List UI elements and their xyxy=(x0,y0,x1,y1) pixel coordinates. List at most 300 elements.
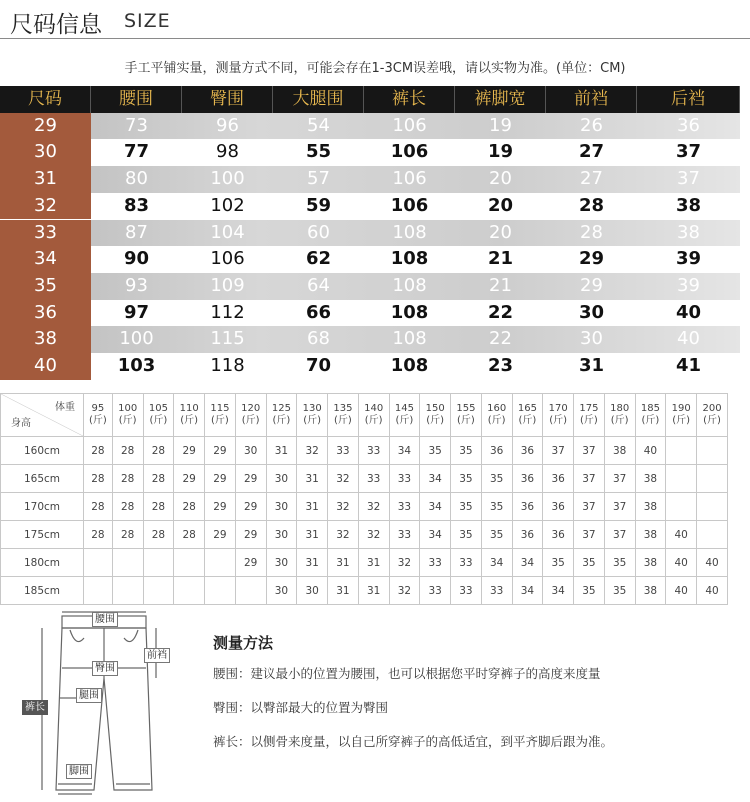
size-recommend-cell: 35 xyxy=(481,521,512,549)
size-table-row xyxy=(0,193,740,220)
size-recommend-cell: 32 xyxy=(297,437,328,465)
weight-unit: (斤) xyxy=(88,415,107,426)
size-value-cell: 100 xyxy=(210,168,245,190)
size-value-cell: 108 xyxy=(392,221,427,243)
size-recommend-cell: 31 xyxy=(297,521,328,549)
size-value-cell: 29 xyxy=(580,274,603,296)
size-recommend-cell: 33 xyxy=(451,577,482,605)
weight-header-cell xyxy=(205,394,236,437)
size-recommend-cell xyxy=(235,577,266,605)
size-value-cell: 41 xyxy=(675,355,702,376)
size-recommend-cell: 28 xyxy=(84,465,113,493)
size-label-cell: 32 xyxy=(0,193,91,220)
size-recommend-cell: 37 xyxy=(604,521,635,549)
size-recommend-cell: 28 xyxy=(84,437,113,465)
weight-value: 110 xyxy=(179,403,199,414)
size-value-cell: 73 xyxy=(125,114,148,136)
size-value-cell: 108 xyxy=(392,274,427,296)
size-value-cell: 31 xyxy=(578,355,605,376)
size-value-cell: 83 xyxy=(123,194,150,216)
size-recommend-cell: 40 xyxy=(666,521,697,549)
size-value-cell: 26 xyxy=(580,114,603,136)
size-value-cell: 38 xyxy=(675,194,702,216)
size-value-cell: 21 xyxy=(489,274,512,296)
weight-unit: (斤) xyxy=(580,415,598,426)
weight-unit: (斤) xyxy=(703,415,721,426)
size-recommend-cell: 32 xyxy=(328,521,359,549)
size-value-cell: 39 xyxy=(675,248,702,270)
size-recommend-cell: 35 xyxy=(481,493,512,521)
size-label-cell: 38 xyxy=(0,326,91,353)
size-recommend-cell: 34 xyxy=(512,549,543,577)
corner-weight-label: 体重 xyxy=(55,402,75,413)
size-recommend-cell: 34 xyxy=(512,577,543,605)
weight-value: 120 xyxy=(241,403,261,414)
size-recommend-cell: 33 xyxy=(420,577,451,605)
size-recommend-cell: 28 xyxy=(143,521,174,549)
size-value-cell: 28 xyxy=(578,194,605,216)
size-recommend-cell: 29 xyxy=(174,437,205,465)
size-recommend-cell: 33 xyxy=(389,493,420,521)
weight-unit: (斤) xyxy=(180,415,199,426)
size-value-cell: 19 xyxy=(487,141,514,163)
size-recommend-cell: 33 xyxy=(481,577,512,605)
size-value-cell: 22 xyxy=(487,301,514,323)
weight-value: 135 xyxy=(333,403,353,414)
size-recommend-cell xyxy=(697,493,728,521)
size-recommend-cell: 28 xyxy=(143,465,174,493)
size-value-cell: 20 xyxy=(487,194,514,216)
size-recommend-cell: 29 xyxy=(205,437,236,465)
size-value-cell: 37 xyxy=(677,168,700,190)
size-value-cell: 104 xyxy=(210,221,245,243)
size-recommend-cell xyxy=(143,549,174,577)
size-recommend-cell: 31 xyxy=(297,465,328,493)
size-recommend-cell: 35 xyxy=(451,465,482,493)
size-value-cell: 87 xyxy=(125,221,148,243)
size-recommend-cell: 32 xyxy=(389,549,420,577)
size-header-cell: 裤脚宽 xyxy=(455,86,546,113)
size-recommend-cell: 36 xyxy=(512,521,543,549)
diagram-label-length: 裤长 xyxy=(22,700,48,715)
size-recommend-cell: 36 xyxy=(512,465,543,493)
weight-unit: (斤) xyxy=(549,415,568,426)
weight-value: 175 xyxy=(579,403,599,414)
weight-header-cell xyxy=(666,394,697,437)
size-recommend-cell: 36 xyxy=(512,437,543,465)
size-value-cell: 66 xyxy=(305,301,332,323)
diagram-label-hem: 脚围 xyxy=(66,764,92,779)
size-recommend-cell: 35 xyxy=(543,549,574,577)
weight-header-cell xyxy=(481,394,512,437)
weight-header-cell xyxy=(512,394,543,437)
size-recommend-cell: 30 xyxy=(266,577,297,605)
weight-unit: (斤) xyxy=(457,415,475,426)
weight-header-cell xyxy=(84,394,113,437)
corner-height-label: 身高 xyxy=(11,418,31,429)
weight-table-row xyxy=(1,521,728,549)
size-recommend-cell: 35 xyxy=(604,549,635,577)
size-recommend-cell: 35 xyxy=(481,465,512,493)
size-table-row xyxy=(0,113,740,140)
size-value-cell: 57 xyxy=(307,168,330,190)
size-table-header xyxy=(0,86,740,113)
weight-unit: (斤) xyxy=(149,415,168,426)
weight-unit: (斤) xyxy=(118,415,137,426)
size-label-cell: 31 xyxy=(0,166,91,193)
weight-header-row xyxy=(1,394,728,437)
size-recommend-cell: 28 xyxy=(143,493,174,521)
size-value-cell: 27 xyxy=(578,141,605,163)
size-recommend-cell: 34 xyxy=(420,493,451,521)
weight-header-cell xyxy=(420,394,451,437)
size-value-cell: 37 xyxy=(675,141,702,163)
size-value-cell: 29 xyxy=(578,248,605,270)
size-recommend-cell: 30 xyxy=(266,493,297,521)
size-value-cell: 106 xyxy=(392,168,427,190)
size-recommend-cell: 31 xyxy=(358,577,389,605)
size-recommend-cell: 38 xyxy=(635,577,666,605)
size-recommend-cell xyxy=(697,437,728,465)
size-recommend-cell: 31 xyxy=(297,549,328,577)
size-table-row xyxy=(0,326,740,353)
size-recommend-cell xyxy=(174,549,205,577)
size-recommend-cell: 36 xyxy=(543,521,574,549)
size-recommend-cell xyxy=(697,465,728,493)
weight-header-cell xyxy=(451,394,482,437)
weight-header-cell xyxy=(389,394,420,437)
size-recommend-cell: 28 xyxy=(112,437,143,465)
size-table-row xyxy=(0,139,740,166)
size-value-cell: 112 xyxy=(210,301,245,323)
size-recommend-cell: 29 xyxy=(235,465,266,493)
size-recommend-cell: 29 xyxy=(235,493,266,521)
size-value-cell: 38 xyxy=(677,221,700,243)
size-value-cell: 59 xyxy=(305,194,332,216)
size-table-row xyxy=(0,246,740,273)
page-header xyxy=(0,0,750,40)
weight-header-cell xyxy=(174,394,205,437)
size-label-cell: 29 xyxy=(0,113,91,140)
weight-unit: (斤) xyxy=(334,415,352,426)
size-recommend-cell: 30 xyxy=(266,521,297,549)
weight-unit: (斤) xyxy=(426,415,445,426)
weight-value: 145 xyxy=(394,403,414,414)
weight-unit: (斤) xyxy=(518,415,537,426)
weight-height-table xyxy=(0,393,728,605)
size-recommend-cell: 31 xyxy=(266,437,297,465)
size-value-cell: 115 xyxy=(210,328,245,350)
size-value-cell: 28 xyxy=(580,221,603,243)
size-label-cell: 35 xyxy=(0,273,91,300)
method-title: 测量方法 xyxy=(213,634,274,652)
size-recommend-cell: 34 xyxy=(543,577,574,605)
size-recommend-cell: 32 xyxy=(389,577,420,605)
height-label-cell: 180cm xyxy=(1,549,84,577)
size-recommend-cell: 30 xyxy=(266,549,297,577)
size-recommend-cell: 38 xyxy=(604,437,635,465)
size-recommend-cell xyxy=(666,437,697,465)
size-recommend-cell: 38 xyxy=(635,493,666,521)
size-value-cell: 90 xyxy=(123,248,150,270)
size-recommend-cell: 33 xyxy=(389,521,420,549)
weight-table-row xyxy=(1,437,728,465)
size-recommend-cell: 36 xyxy=(512,493,543,521)
weight-table-row xyxy=(1,465,728,493)
size-value-cell: 96 xyxy=(216,114,239,136)
size-recommend-cell: 40 xyxy=(697,577,728,605)
weight-value: 180 xyxy=(610,403,630,414)
pants-measurement-diagram xyxy=(20,608,190,798)
weight-unit: (斤) xyxy=(610,415,629,426)
size-recommend-cell: 34 xyxy=(420,521,451,549)
height-label-cell: 170cm xyxy=(1,493,84,521)
size-value-cell: 54 xyxy=(307,114,330,136)
size-recommend-cell: 30 xyxy=(235,437,266,465)
size-value-cell: 27 xyxy=(580,168,603,190)
measurement-method xyxy=(213,632,743,749)
size-table-row xyxy=(0,353,740,380)
size-recommend-cell: 28 xyxy=(112,465,143,493)
diagram-label-hip: 臀围 xyxy=(92,661,118,676)
size-recommend-cell: 34 xyxy=(389,437,420,465)
size-recommend-cell: 30 xyxy=(297,577,328,605)
size-value-cell: 108 xyxy=(390,301,429,323)
size-recommend-cell: 28 xyxy=(112,493,143,521)
height-label-cell: 185cm xyxy=(1,577,84,605)
size-recommend-cell: 40 xyxy=(635,437,666,465)
weight-header-cell xyxy=(697,394,728,437)
weight-value: 155 xyxy=(456,403,476,414)
size-label-cell: 40 xyxy=(0,353,91,380)
size-value-cell: 40 xyxy=(675,301,702,323)
size-value-cell: 106 xyxy=(390,141,429,163)
size-value-cell: 36 xyxy=(677,114,700,136)
size-recommend-cell: 31 xyxy=(297,493,328,521)
size-header-cell: 腰围 xyxy=(91,86,182,113)
size-recommend-cell xyxy=(697,521,728,549)
size-value-cell: 20 xyxy=(489,221,512,243)
size-recommend-cell: 28 xyxy=(174,521,205,549)
size-header-cell: 尺码 xyxy=(0,86,91,113)
weight-table-corner xyxy=(1,394,84,437)
size-recommend-cell: 40 xyxy=(697,549,728,577)
size-label-cell: 34 xyxy=(0,246,91,273)
size-recommend-cell: 29 xyxy=(205,465,236,493)
size-label-cell: 33 xyxy=(0,220,91,247)
size-table-row xyxy=(0,166,740,193)
size-value-cell: 22 xyxy=(489,328,512,350)
size-recommend-cell xyxy=(666,493,697,521)
size-value-cell: 30 xyxy=(580,328,603,350)
weight-value: 140 xyxy=(364,403,384,414)
size-recommend-cell: 33 xyxy=(451,549,482,577)
size-recommend-cell: 28 xyxy=(112,521,143,549)
weight-table-row xyxy=(1,549,728,577)
size-header-cell: 前裆 xyxy=(546,86,637,113)
size-recommend-cell: 35 xyxy=(604,577,635,605)
size-value-cell: 102 xyxy=(210,194,245,216)
size-recommend-cell: 37 xyxy=(574,465,605,493)
weight-header-cell xyxy=(297,394,328,437)
weight-value: 95 xyxy=(91,403,105,414)
size-header-cell: 臀围 xyxy=(182,86,273,113)
size-recommend-cell: 29 xyxy=(205,493,236,521)
size-value-cell: 19 xyxy=(489,114,512,136)
weight-table-row xyxy=(1,493,728,521)
weight-value: 160 xyxy=(487,403,507,414)
diagram-label-waist: 腰围 xyxy=(92,612,118,627)
size-value-cell: 70 xyxy=(305,355,332,376)
size-recommend-cell: 40 xyxy=(666,549,697,577)
size-recommend-cell: 38 xyxy=(635,465,666,493)
size-table-row xyxy=(0,300,740,327)
page-title-en: SIZE xyxy=(124,10,171,32)
size-recommend-cell: 37 xyxy=(604,493,635,521)
size-value-cell: 62 xyxy=(305,248,332,270)
size-recommend-cell: 35 xyxy=(420,437,451,465)
header-divider xyxy=(0,38,750,39)
size-value-cell: 64 xyxy=(307,274,330,296)
size-value-cell: 108 xyxy=(392,328,427,350)
weight-unit: (斤) xyxy=(241,415,260,426)
size-recommend-cell: 34 xyxy=(481,549,512,577)
size-recommend-cell xyxy=(84,577,113,605)
size-recommend-cell: 35 xyxy=(451,437,482,465)
size-recommend-cell xyxy=(174,577,205,605)
method-line-waist: 腰围：建议最小的位置为腰围，也可以根据您平时穿裤子的高度来度量 xyxy=(213,666,601,681)
size-value-cell: 108 xyxy=(390,248,429,270)
weight-header-cell xyxy=(574,394,605,437)
size-recommend-cell: 35 xyxy=(574,549,605,577)
size-header-cell: 后裆 xyxy=(637,86,740,113)
size-recommend-cell: 31 xyxy=(328,549,359,577)
size-value-cell: 108 xyxy=(390,355,429,376)
size-value-cell: 39 xyxy=(677,274,700,296)
size-recommend-cell: 33 xyxy=(328,437,359,465)
size-value-cell: 118 xyxy=(210,355,245,376)
weight-unit: (斤) xyxy=(672,415,691,426)
size-recommend-cell xyxy=(205,577,236,605)
size-recommend-cell: 35 xyxy=(451,521,482,549)
weight-value: 105 xyxy=(148,403,168,414)
weight-header-cell xyxy=(328,394,359,437)
size-recommend-cell xyxy=(112,577,143,605)
size-value-cell: 100 xyxy=(119,328,154,350)
size-recommend-cell: 36 xyxy=(543,493,574,521)
weight-value: 100 xyxy=(118,403,138,414)
size-recommend-cell: 31 xyxy=(358,549,389,577)
size-recommend-cell: 30 xyxy=(266,465,297,493)
size-recommend-cell: 33 xyxy=(420,549,451,577)
method-line-length: 裤长：以侧骨来度量，以自己所穿裤子的高低适宜，到平齐脚后跟为准。 xyxy=(213,734,614,749)
size-recommend-cell xyxy=(112,549,143,577)
size-recommend-cell: 36 xyxy=(543,465,574,493)
size-table-row xyxy=(0,220,740,247)
weight-value: 190 xyxy=(671,403,691,414)
page-title: 尺码信息 xyxy=(10,12,102,38)
size-value-cell: 20 xyxy=(489,168,512,190)
size-recommend-cell: 35 xyxy=(574,577,605,605)
size-value-cell: 106 xyxy=(390,194,429,216)
size-recommend-cell: 37 xyxy=(604,465,635,493)
size-recommend-cell: 35 xyxy=(451,493,482,521)
weight-unit: (斤) xyxy=(272,415,291,426)
weight-header-cell xyxy=(543,394,574,437)
size-label-cell: 36 xyxy=(0,300,91,327)
size-recommend-cell xyxy=(84,549,113,577)
weight-value: 165 xyxy=(517,403,537,414)
size-recommend-cell: 29 xyxy=(174,465,205,493)
size-table-row xyxy=(0,273,740,300)
size-recommend-cell xyxy=(143,577,174,605)
size-value-cell: 77 xyxy=(123,141,150,163)
size-recommend-cell: 28 xyxy=(174,493,205,521)
size-recommend-cell: 33 xyxy=(358,437,389,465)
diagram-label-front-rise: 前裆 xyxy=(144,648,170,663)
weight-value: 200 xyxy=(702,403,722,414)
size-value-cell: 80 xyxy=(125,168,148,190)
size-value-cell: 97 xyxy=(123,301,150,323)
height-label-cell: 165cm xyxy=(1,465,84,493)
weight-unit: (斤) xyxy=(487,415,506,426)
size-label-cell: 30 xyxy=(0,139,91,166)
size-recommend-cell: 28 xyxy=(84,493,113,521)
size-recommend-cell: 37 xyxy=(574,437,605,465)
size-value-cell: 106 xyxy=(210,248,245,270)
weight-value: 150 xyxy=(425,403,445,414)
weight-table-row xyxy=(1,577,728,605)
size-value-cell: 55 xyxy=(305,141,332,163)
size-recommend-cell: 29 xyxy=(235,549,266,577)
size-recommend-cell: 32 xyxy=(358,521,389,549)
size-recommend-cell: 38 xyxy=(635,521,666,549)
size-value-cell: 103 xyxy=(117,355,156,376)
height-label-cell: 175cm xyxy=(1,521,84,549)
weight-header-cell xyxy=(635,394,666,437)
size-value-cell: 60 xyxy=(307,221,330,243)
size-recommend-cell: 32 xyxy=(358,493,389,521)
size-recommend-cell: 29 xyxy=(205,521,236,549)
size-recommend-cell: 37 xyxy=(543,437,574,465)
weight-header-cell xyxy=(266,394,297,437)
weight-value: 125 xyxy=(271,403,291,414)
weight-value: 130 xyxy=(302,403,322,414)
weight-unit: (斤) xyxy=(364,415,383,426)
weight-unit: (斤) xyxy=(211,415,229,426)
size-value-cell: 30 xyxy=(578,301,605,323)
weight-unit: (斤) xyxy=(303,415,322,426)
weight-unit: (斤) xyxy=(395,415,414,426)
size-recommend-cell: 32 xyxy=(328,493,359,521)
size-header-cell: 大腿围 xyxy=(273,86,364,113)
weight-header-cell xyxy=(112,394,143,437)
size-header-cell: 裤长 xyxy=(364,86,455,113)
size-recommend-cell: 34 xyxy=(420,465,451,493)
size-value-cell: 40 xyxy=(677,328,700,350)
size-recommend-cell: 32 xyxy=(328,465,359,493)
size-recommend-cell: 33 xyxy=(358,465,389,493)
size-value-cell: 23 xyxy=(487,355,514,376)
size-value-cell: 106 xyxy=(392,114,427,136)
size-recommend-cell: 29 xyxy=(235,521,266,549)
size-recommend-cell: 31 xyxy=(328,577,359,605)
size-recommend-cell: 37 xyxy=(574,521,605,549)
size-recommend-cell: 33 xyxy=(389,465,420,493)
weight-value: 170 xyxy=(548,403,568,414)
weight-value: 115 xyxy=(210,403,230,414)
size-value-cell: 21 xyxy=(487,248,514,270)
